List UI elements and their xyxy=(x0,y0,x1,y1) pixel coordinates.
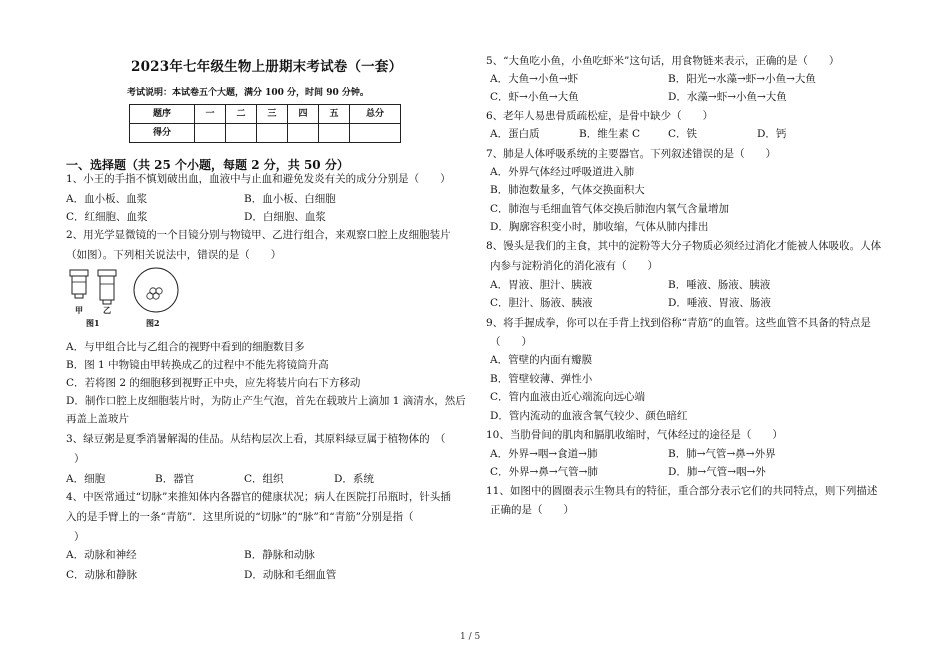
objective-lens-yi-icon xyxy=(98,270,116,304)
q9-option-d: D．管内流动的血液含氧气较少、颜色暗红 xyxy=(490,410,688,422)
q3-option-c: C．组织 xyxy=(244,473,284,485)
score-header-cell: 三 xyxy=(257,105,288,124)
q10-option-c: C．外界→鼻→气管→肺 xyxy=(490,466,598,478)
q9-stem-cont: （ ） xyxy=(490,336,532,348)
q11-stem-cont: 正确的是（ ） xyxy=(490,504,574,516)
q9-stem: 9、将手握成拳，你可以在手背上找到俗称“青筋”的血管。这些血管不具备的特点是 xyxy=(486,317,871,329)
q4-option-a: A．动脉和神经 xyxy=(66,549,137,561)
score-header-cell: 二 xyxy=(226,105,257,124)
q6-option-d: D．钙 xyxy=(757,128,787,140)
score-table xyxy=(129,104,401,143)
q5-option-d: D．水藻→虾→小鱼→大鱼 xyxy=(668,91,787,103)
q6-option-b: B．维生素 C xyxy=(579,128,641,140)
score-header-cell: 题序 xyxy=(130,105,195,124)
q7-option-c: C．肺泡与毛细血管气体交换后肺泡内氧气含量增加 xyxy=(490,203,730,215)
q2-stem: 2、用光学显微镜的一个目镜分别与物镜甲、乙进行组合，来观察口腔上皮细胞装片 xyxy=(66,229,451,241)
q7-stem: 7、肺是人体呼吸系统的主要器官。下列叙述错误的是（ ） xyxy=(486,148,777,160)
fig-label-fig2: 图2 xyxy=(146,318,160,328)
exam-note: 考试说明：本试卷五个大题，满分 100 分，时间 90 分钟。 xyxy=(127,88,369,98)
score-header-cell: 总分 xyxy=(350,105,401,124)
page-number: 1 / 5 xyxy=(460,632,481,642)
q10-stem: 10、当肋骨间的肌肉和膈肌收缩时，气体经过的途径是（ ） xyxy=(486,429,783,441)
fig-label-yi: 乙 xyxy=(103,305,111,315)
microscope-figure xyxy=(66,266,196,330)
q5-stem: 5、“大鱼吃小鱼，小鱼吃虾米”这句话，用食物链来表示，正确的是（ ） xyxy=(486,55,840,67)
q3-option-d: D．系统 xyxy=(334,473,374,485)
q10-option-b: B．肺→气管→鼻→外界 xyxy=(668,448,776,460)
q2-option-a: A．与甲组合比与乙组合的视野中看到的细胞数目多 xyxy=(66,341,305,353)
fig-label-jia: 甲 xyxy=(75,305,83,315)
score-cell xyxy=(319,124,350,143)
q9-option-b: B．管壁较薄、弹性小 xyxy=(490,373,593,385)
q2-option-d: D．制作口腔上皮细胞装片时，为防止产生气泡，首先在载玻片上滴加 1 滴清水，然后 xyxy=(66,395,466,407)
q6-option-c: C．铁 xyxy=(668,128,698,140)
q2-option-d-cont: 再盖上盖玻片 xyxy=(66,413,129,425)
q2-option-b: B．图 1 中物镜由甲转换成乙的过程中不能先将镜筒升高 xyxy=(66,359,329,371)
q6-option-a: A．蛋白质 xyxy=(490,128,540,140)
section1-heading: 一、选择题（共 25 个小题，每题 2 分，共 50 分） xyxy=(66,158,349,172)
q4-stem-cont: 入的是手臂上的一条“青筋”．这里所说的“切脉”的“脉”和“青筋”分别是指（ xyxy=(66,511,414,523)
score-table-score-row xyxy=(130,124,401,143)
q5-option-a: A．大鱼→小鱼→虾 xyxy=(490,73,579,85)
q4-stem: 4、中医常通过“切脉”来推知体内各器官的健康状况；病人在医院打吊瓶时，针头插 xyxy=(66,491,451,503)
q2-option-c: C．若将图 2 的细胞移到视野正中央，应先将装片向右下方移动 xyxy=(66,377,361,389)
q4-option-c: C．动脉和静脉 xyxy=(66,569,138,581)
q1-option-a: A．血小板、血浆 xyxy=(66,193,148,205)
objective-lens-jia-icon xyxy=(70,270,88,298)
q3-stem-cont: ） xyxy=(74,453,85,465)
q7-option-d: D．胸廓容积变小时，肺收缩，气体从肺内排出 xyxy=(490,221,709,233)
q11-stem: 11、如图中的圆圈表示生物具有的特征，重合部分表示它们的共同特点，则下列描述 xyxy=(486,485,878,497)
fig-label-fig1: 图1 xyxy=(86,318,100,328)
score-cell xyxy=(350,124,401,143)
q3-option-a: A．细胞 xyxy=(66,473,106,485)
q7-option-b: B．肺泡数量多，气体交换面积大 xyxy=(490,184,645,196)
score-row-label: 得分 xyxy=(130,124,195,143)
score-header-cell: 四 xyxy=(288,105,319,124)
exam-title: 2023年七年级生物上册期末考试卷（一套） xyxy=(131,59,403,75)
q1-option-d: D．白细胞、血浆 xyxy=(244,211,326,223)
q9-option-c: C．管内血液由近心端流向远心端 xyxy=(490,391,646,403)
q3-option-b: B．器官 xyxy=(155,473,195,485)
q4-option-b: B．静脉和动脉 xyxy=(244,549,315,561)
q10-option-d: D．肺→气管→咽→外 xyxy=(668,466,766,478)
q1-option-c: C．红细胞、血浆 xyxy=(66,211,148,223)
score-cell xyxy=(257,124,288,143)
field-of-view-icon xyxy=(134,268,178,312)
q1-stem: 1、小王的手指不慎划破出血，血液中与止血和避免发炎有关的成分分别是（ ） xyxy=(66,173,451,185)
score-cell xyxy=(288,124,319,143)
q5-option-b: B．阳光→水藻→虾→小鱼→大鱼 xyxy=(668,73,816,85)
q9-option-a: A．管壁的内面有瓣膜 xyxy=(490,354,593,366)
q1-option-b: B．血小板、白细胞 xyxy=(244,193,336,205)
q8-stem: 8、馒头是我们的主食，其中的淀粉等大分子物质必须经过消化才能被人体吸收。人体 xyxy=(486,240,882,252)
q6-stem: 6、老年人易患骨质疏松症，是骨中缺少（ ） xyxy=(486,110,714,122)
score-cell xyxy=(195,124,226,143)
q7-option-a: A．外界气体经过呼吸道进入肺 xyxy=(490,166,635,178)
q8-stem-cont: 内参与淀粉消化的消化液有（ ） xyxy=(490,260,658,272)
q10-option-a: A．外界→咽→食道→肺 xyxy=(490,448,598,460)
q8-option-b: B．唾液、肠液、胰液 xyxy=(668,279,771,291)
score-header-cell: 一 xyxy=(195,105,226,124)
score-header-cell: 五 xyxy=(319,105,350,124)
q4-option-d: D．动脉和毛细血管 xyxy=(244,569,337,581)
q5-option-c: C．虾→小鱼→大鱼 xyxy=(490,91,579,103)
q8-option-d: D．唾液、胃液、肠液 xyxy=(668,297,771,309)
score-table-header-row xyxy=(130,105,401,124)
score-cell xyxy=(226,124,257,143)
q8-option-a: A．胃液、胆汁、胰液 xyxy=(490,279,593,291)
q2-stem-cont: （如图）。下列相关说法中，错误的是（ ） xyxy=(66,249,282,261)
q3-stem: 3、绿豆粥是夏季消暑解渴的佳品。从结构层次上看，其原料绿豆属于植物体的 （ xyxy=(66,433,446,445)
q4-stem-cont2: ） xyxy=(74,531,85,543)
q8-option-c: C．胆汁、肠液、胰液 xyxy=(490,297,593,309)
